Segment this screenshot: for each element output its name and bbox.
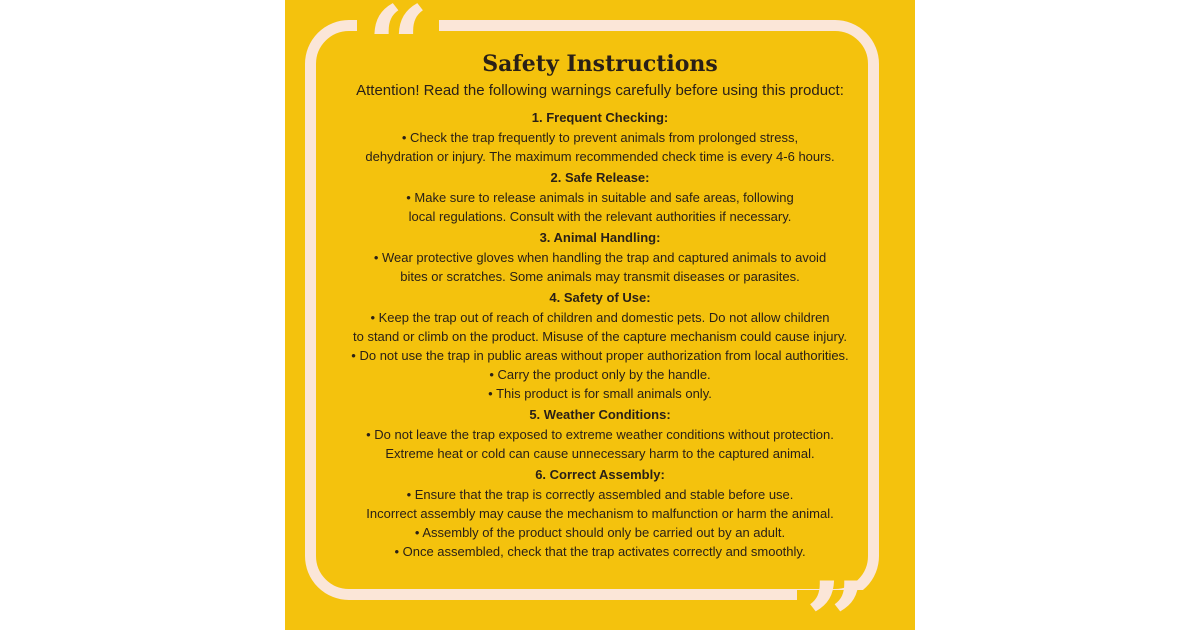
- instructions-panel: [285, 0, 915, 630]
- instruction-line: local regulations. Consult with the relevant authorities if necessary.: [408, 209, 792, 224]
- instruction-line: to stand or climb on the product. Misuse of the capture mechanism could cause injury.: [352, 329, 847, 344]
- section-heading: 5. Weather Conditions:: [529, 407, 671, 422]
- instruction-line: Incorrect assembly may cause the mechanism to malfunction or harm the animal.: [366, 506, 834, 521]
- instruction-line: • Check the trap frequently to prevent animals from prolonged stress,: [401, 130, 799, 145]
- instruction-section: [321, 169, 879, 226]
- instruction-line: • Once assembled, check that the trap activates correctly and smoothly.: [394, 544, 806, 559]
- page-title: Safety Instructions: [482, 51, 718, 77]
- instruction-line: bites or scratches. Some animals may transmit diseases or parasites.: [400, 269, 800, 284]
- instruction-line: • This product is for small animals only.: [488, 386, 712, 401]
- section-heading: 1. Frequent Checking:: [531, 110, 669, 125]
- section-heading: 4. Safety of Use:: [549, 290, 651, 305]
- instruction-section: [321, 406, 879, 463]
- section-heading: 6. Correct Assembly:: [535, 467, 665, 482]
- instructions-content: [321, 50, 879, 564]
- instruction-line: • Wear protective gloves when handling the trap and captured animals to avoid: [373, 250, 827, 265]
- instruction-line: • Do not use the trap in public areas without proper authorization from local authorities.: [351, 348, 849, 363]
- section-heading: 3. Animal Handling:: [539, 230, 661, 245]
- instruction-section: [321, 109, 879, 166]
- instruction-line: • Do not leave the trap exposed to extreme weather conditions without protection.: [366, 427, 834, 442]
- instruction-section: [321, 289, 879, 403]
- instruction-line: • Keep the trap out of reach of children and domestic pets. Do not allow children: [370, 310, 830, 325]
- intro-text: Attention! Read the following warnings carefully before using this product:: [356, 82, 844, 99]
- close-quote-icon: ”: [805, 559, 862, 630]
- instruction-section: [321, 466, 879, 561]
- instruction-line: • Assembly of the product should only be carried out by an adult.: [414, 525, 786, 540]
- instruction-section: [321, 229, 879, 286]
- sections-list: [321, 109, 879, 561]
- section-heading: 2. Safe Release:: [550, 170, 650, 185]
- instruction-line: Extreme heat or cold can cause unnecessary harm to the captured animal.: [385, 446, 815, 461]
- instruction-line: • Ensure that the trap is correctly assembled and stable before use.: [406, 487, 794, 502]
- open-quote-icon: “: [367, 0, 424, 109]
- instruction-line: dehydration or injury. The maximum recommended check time is every 4-6 hours.: [365, 149, 835, 164]
- instruction-line: • Carry the product only by the handle.: [489, 367, 711, 382]
- instruction-line: • Make sure to release animals in suitable and safe areas, following: [406, 190, 794, 205]
